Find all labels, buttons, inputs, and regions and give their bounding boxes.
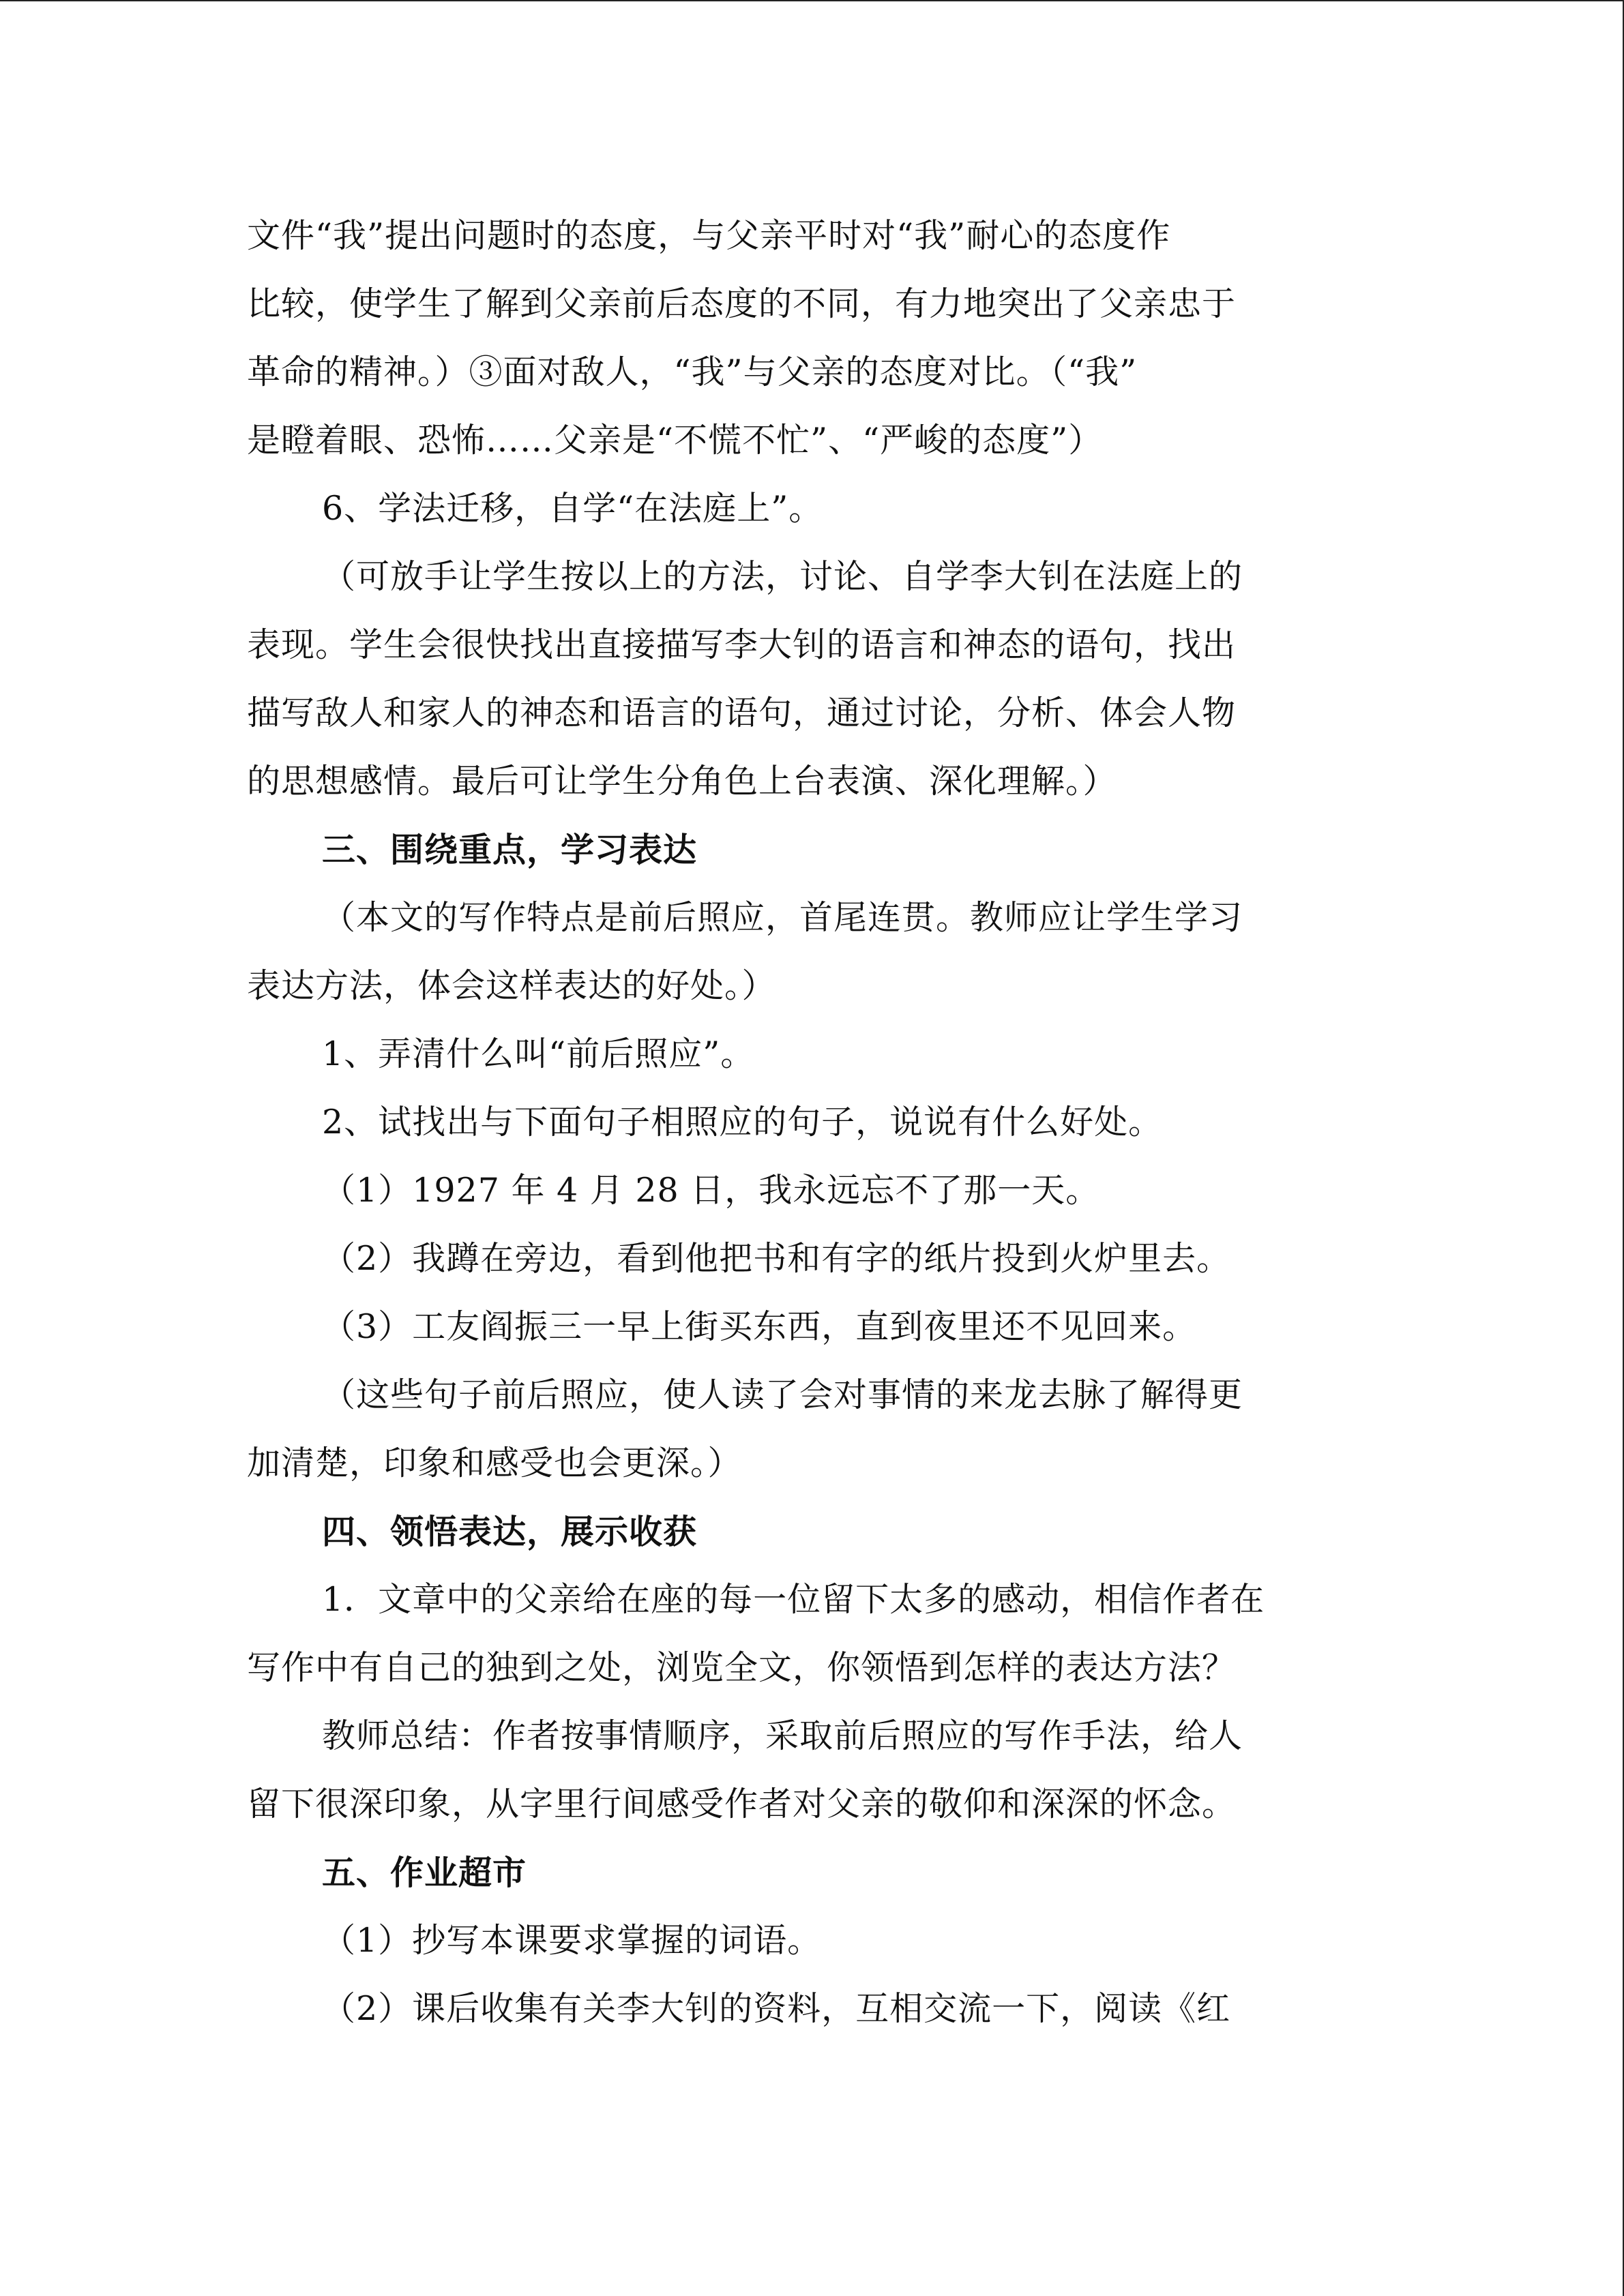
paragraph-line: 表现。学生会很快找出直接描写李大钊的语言和神态的语句，找出 [247,625,1237,664]
paragraph-line: 留下很深印象，从字里行间感受作者对父亲的敬仰和深深的怀念。 [247,1785,1237,1823]
paragraph-line: 教师总结：作者按事情顺序，采取前后照应的写作手法，给人 [322,1716,1243,1755]
paragraph-line: 的思想感情。最后可让学生分角色上台表演、深化理解。） [247,762,1117,801]
example-sentence: （3）工友阎振三一早上街买东西，直到夜里还不见回来。 [322,1307,1197,1346]
step-item: 1、弄清什么叫“前后照应”。 [322,1034,755,1073]
document-body [247,202,1379,2043]
paragraph-line: 比较，使学生了解到父亲前后态度的不同，有力地突出了父亲忠于 [247,284,1237,323]
paragraph-line: 革命的精神。）③面对敌人，“我”与父亲的态度对比。（“我” [247,353,1138,391]
paragraph-line: （可放手让学生按以上的方法，讨论、自学李大钊在法庭上的 [322,557,1243,596]
example-sentence: （2）我蹲在旁边，看到他把书和有字的纸片投到火炉里去。 [322,1239,1231,1278]
paragraph-line: 加清楚，印象和感受也会更深。） [247,1444,742,1482]
paragraph-line: 文件“我”提出问题时的态度，与父亲平时对“我”耐心的态度作 [247,216,1171,255]
example-sentence: （1）1927 年 4 月 28 日，我永远忘不了那一天。 [322,1171,1100,1210]
section-heading: 四、领悟表达，展示收获 [322,1512,698,1551]
homework-item: （2）课后收集有关李大钊的资料，互相交流一下，阅读《红 [322,1989,1231,2028]
paragraph-line: 描写敌人和家人的神态和语言的语句，通过讨论，分析、体会人物 [247,694,1237,732]
paragraph-line: 是瞪着眼、恐怖……父亲是“不慌不忙”、“严峻的态度”） [247,421,1103,460]
paragraph-line: （本文的写作特点是前后照应，首尾连贯。教师应让学生学习 [322,898,1243,937]
section-heading: 五、作业超市 [322,1853,527,1892]
paragraph-line: 1．文章中的父亲给在座的每一位留下太多的感动，相信作者在 [322,1580,1265,1619]
paragraph-line: 表达方法，体会这样表达的好处。） [247,966,776,1005]
paragraph-line: 写作中有自己的独到之处，浏览全文，你领悟到怎样的表达方法？ [247,1648,1237,1687]
step-item: 6、学法迁移，自学“在法庭上”。 [322,489,823,528]
paragraph-line: （这些句子前后照应，使人读了会对事情的来龙去脉了解得更 [322,1375,1243,1414]
homework-item: （1）抄写本课要求掌握的词语。 [322,1921,822,1960]
section-heading: 三、围绕重点，学习表达 [322,830,698,869]
step-item: 2、试找出与下面句子相照应的句子，说说有什么好处。 [322,1103,1163,1142]
